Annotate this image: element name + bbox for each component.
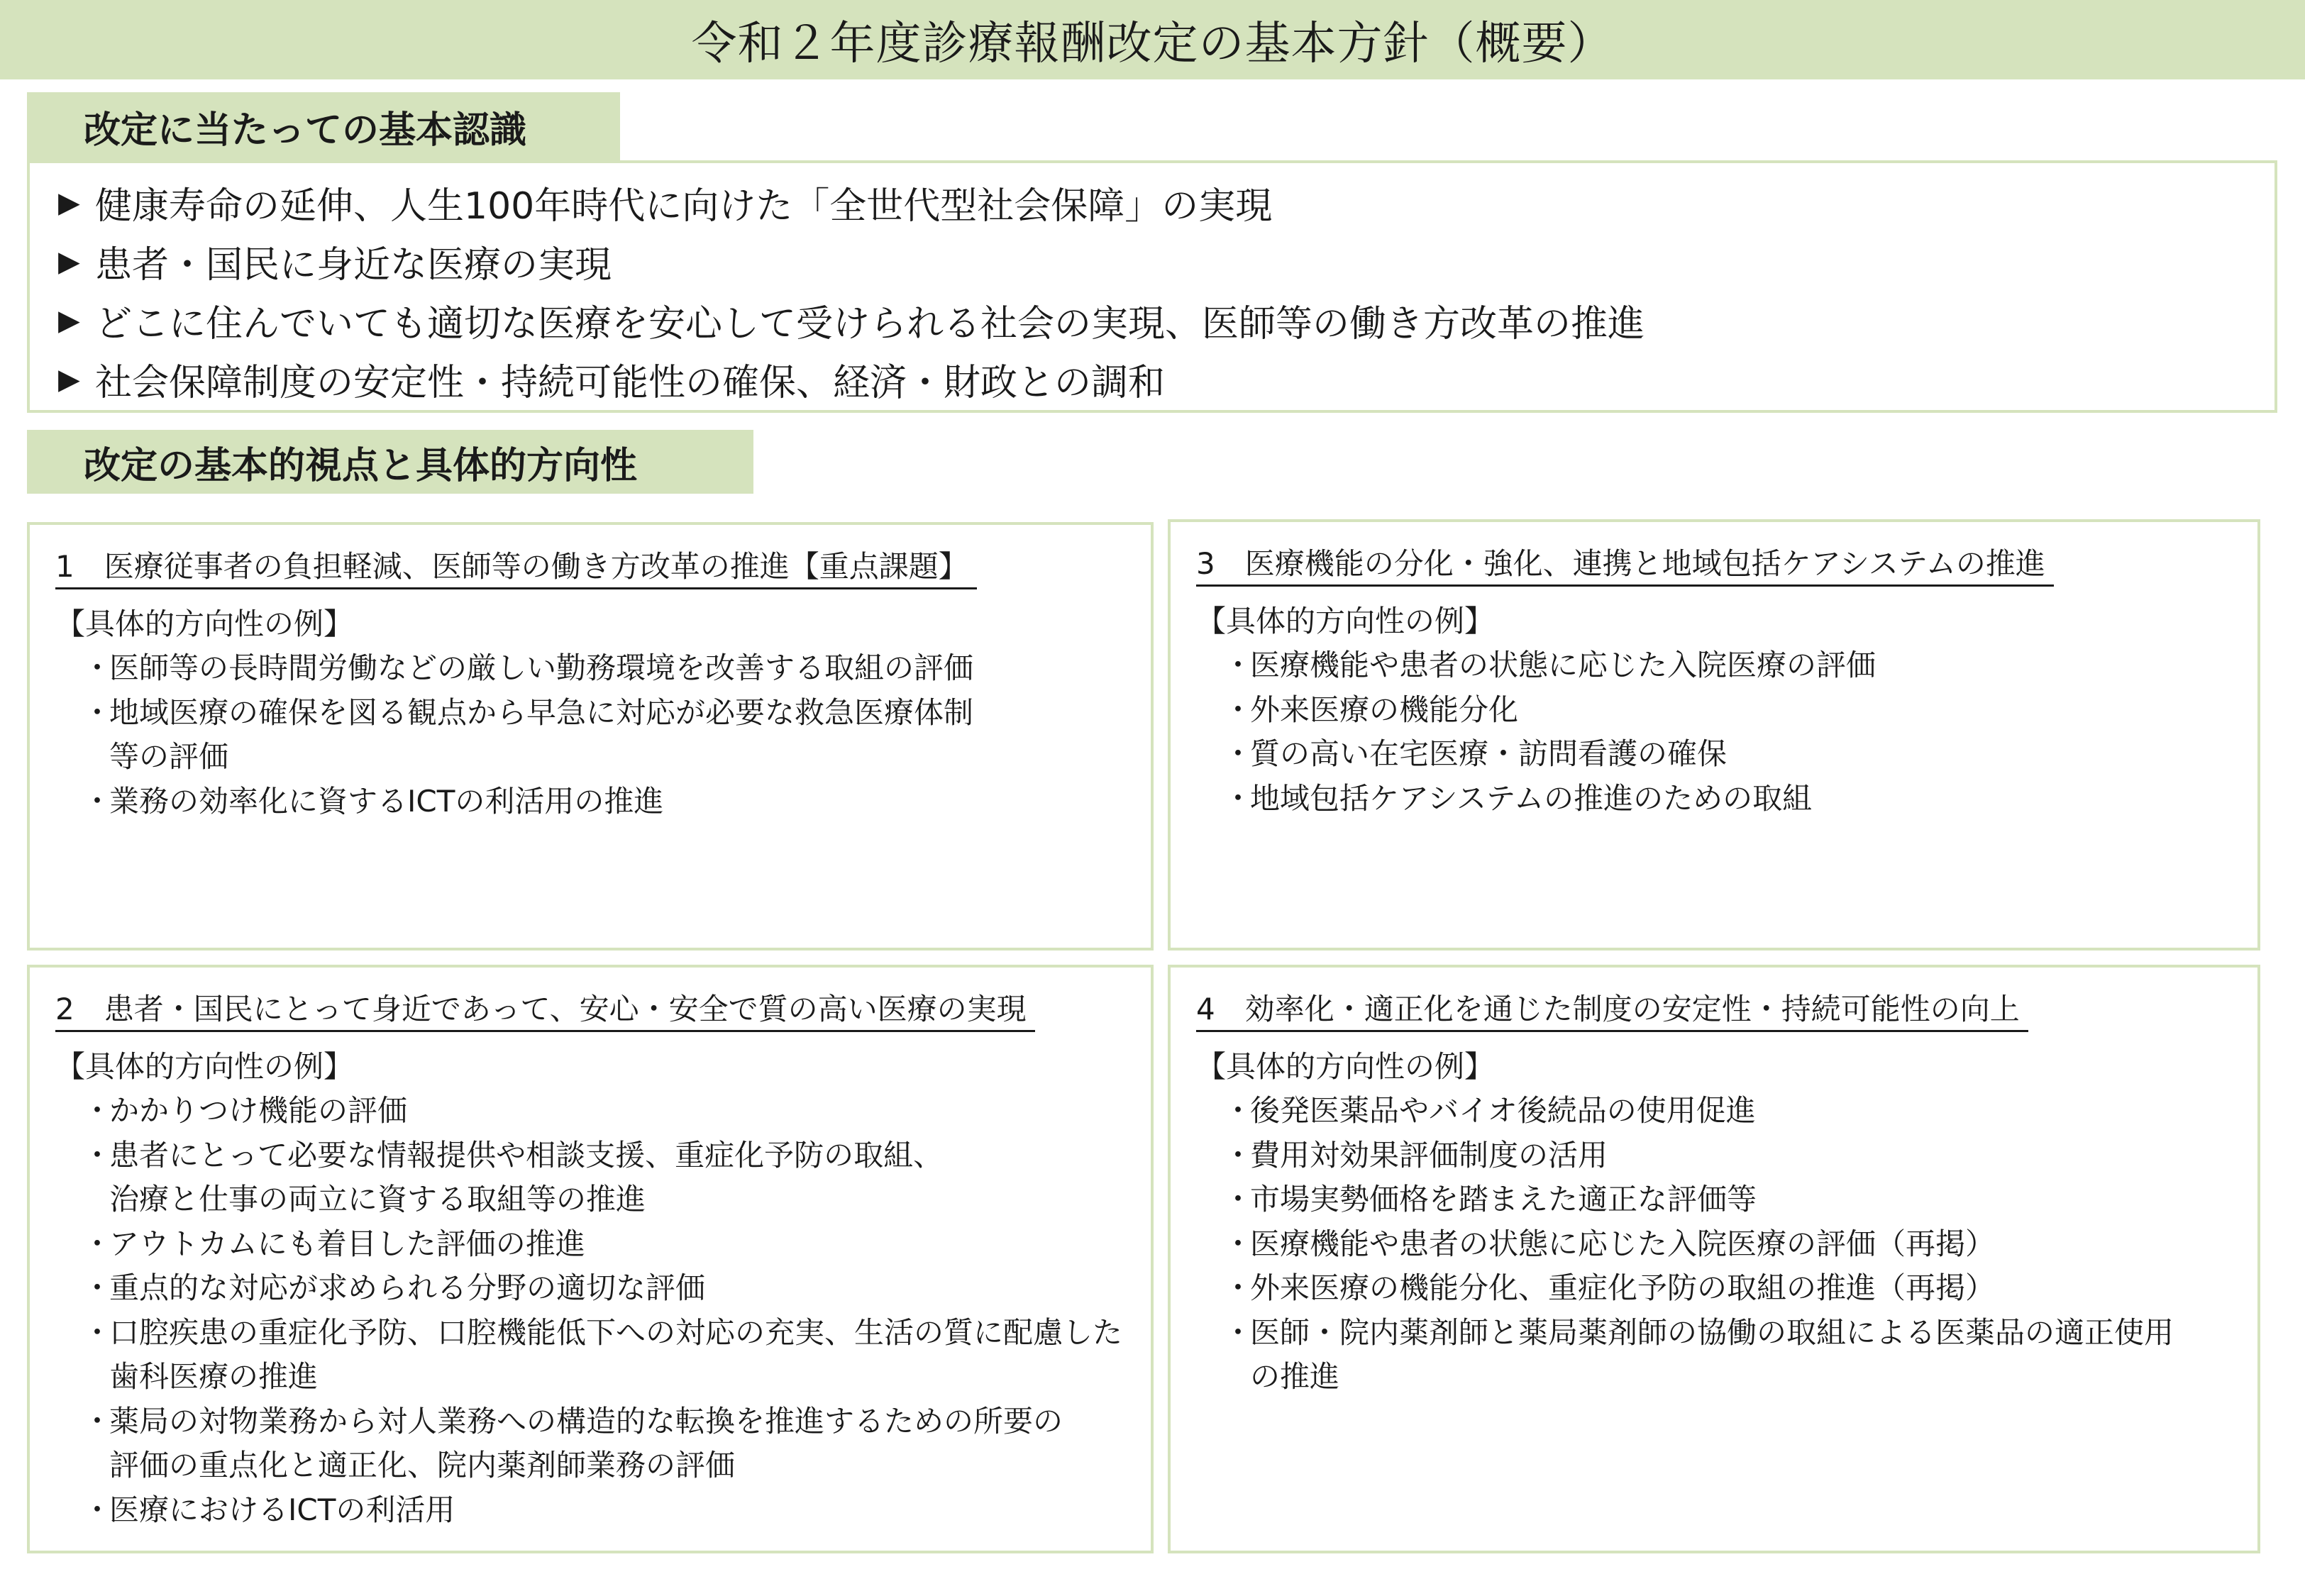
list-item: [1223, 688, 2257, 733]
list-item-text: 質の高い在宅医療・訪問看護の確保: [1250, 736, 1728, 771]
dot-bullet-icon: ・: [82, 1226, 113, 1261]
list-item: [82, 1266, 1151, 1311]
title-bar: [0, 0, 2305, 79]
card-title: 4 効率化・適正化を通じた制度の安定性・持続可能性の向上: [1196, 989, 2028, 1032]
direction-list: [55, 1089, 1151, 1532]
card-title: 3 医療機能の分化・強化、連携と地域包括ケアシステムの推進: [1196, 543, 2054, 587]
list-item-text: 口腔疾患の重症化予防、口腔機能低下への対応の充実、生活の質に配慮した 歯科医療の推進: [109, 1314, 1123, 1394]
dot-bullet-icon: ・: [82, 1492, 113, 1527]
list-item: [82, 1134, 1151, 1222]
list-item: [82, 1311, 1151, 1400]
basic-recognition-item: [58, 232, 2274, 291]
list-item: [1223, 732, 2257, 777]
list-item-text: 医療機能や患者の状態に応じた入院医療の評価（再掲）: [1250, 1226, 1996, 1261]
list-item-text: 医療におけるICTの利活用: [109, 1492, 455, 1527]
list-item-text: 医師・院内薬剤師と薬局薬剤師の協働の取組による医薬品の適正使用 の推進: [1250, 1314, 2174, 1394]
list-item-text: かかりつけ機能の評価: [109, 1093, 408, 1128]
list-item-text: 地域医療の確保を図る観点から早急に対応が必要な救急医療体制 等の評価: [109, 694, 974, 774]
list-item-text: 医師等の長時間労働などの厳しい勤務環境を改善する取組の評価: [109, 650, 974, 685]
card-subtitle: 【具体的方向性の例】: [1196, 604, 1495, 638]
perspective-card-2: [27, 965, 1154, 1553]
page-title: 令和２年度診療報酬改定の基本方針（概要）: [691, 18, 1614, 70]
basic-recognition-text: 患者・国民に身近な医療の実現: [95, 244, 612, 287]
list-item: [82, 691, 1151, 780]
list-item-text: 患者にとって必要な情報提供や相談支援、重症化予防の取組、 治療と仕事の両立に資する取組等の推進: [109, 1137, 944, 1217]
direction-list: [1196, 643, 2257, 821]
dot-bullet-icon: ・: [1223, 692, 1254, 727]
basic-recognition-label: 改定に当たっての基本認識: [27, 92, 620, 160]
dot-bullet-icon: ・: [1223, 1182, 1254, 1217]
card-subtitle: 【具体的方向性の例】: [55, 606, 354, 641]
dot-bullet-icon: ・: [82, 1314, 113, 1350]
dot-bullet-icon: ・: [1223, 1226, 1254, 1261]
list-item-text: 費用対効果評価制度の活用: [1250, 1137, 1608, 1173]
list-item: [1223, 1222, 2257, 1267]
basic-recognition-text: 社会保障制度の安定性・持続可能性の確保、経済・財政との調和: [95, 362, 1166, 404]
list-item: [82, 780, 1151, 824]
card-title: 2 患者・国民にとって身近であって、安心・安全で質の高い医療の実現: [55, 989, 1035, 1032]
card-title: 1 医療従事者の負担軽減、医師等の働き方改革の推進【重点課題】: [55, 546, 977, 589]
dot-bullet-icon: ・: [82, 1137, 113, 1173]
basic-recognition-item: [58, 291, 2274, 350]
list-item: [82, 646, 1151, 691]
dot-bullet-icon: ・: [1223, 1137, 1254, 1173]
dot-bullet-icon: ・: [82, 694, 113, 730]
triangle-bullet-icon: ▶: [58, 362, 80, 396]
list-item: [1223, 1089, 2257, 1134]
basic-recognition-text: 健康寿命の延伸、人生100年時代に向けた「全世代型社会保障」の実現: [95, 185, 1273, 228]
list-item-text: 外来医療の機能分化: [1250, 692, 1519, 727]
list-item: [1223, 777, 2257, 821]
list-item-text: 地域包括ケアシステムの推進のための取組: [1250, 780, 1813, 816]
list-item: [1223, 1311, 2257, 1400]
triangle-bullet-icon: ▶: [58, 186, 80, 219]
perspective-card-1: [27, 522, 1154, 951]
list-item: [1223, 1266, 2257, 1311]
list-item-text: アウトカムにも着目した評価の推進: [109, 1226, 585, 1261]
card-subtitle: 【具体的方向性の例】: [1196, 1049, 1495, 1084]
list-item-text: 重点的な対応が求められる分野の適切な評価: [109, 1270, 706, 1305]
dot-bullet-icon: ・: [82, 1270, 113, 1305]
triangle-bullet-icon: ▶: [58, 304, 80, 337]
basic-recognition-item: [58, 350, 2274, 409]
basic-recognition-item: [58, 173, 2274, 232]
list-item-text: 市場実勢価格を踏まえた適正な評価等: [1250, 1182, 1757, 1217]
list-item-text: 医療機能や患者の状態に応じた入院医療の評価: [1250, 648, 1876, 682]
dot-bullet-icon: ・: [1223, 736, 1254, 771]
dot-bullet-icon: ・: [1223, 1314, 1254, 1350]
dot-bullet-icon: ・: [82, 1093, 113, 1128]
basic-recognition-text: どこに住んでいても適切な医療を安心して受けられる社会の実現、医師等の働き方改革の推進: [95, 303, 1645, 345]
direction-list: [55, 646, 1151, 824]
list-item: [82, 1488, 1151, 1533]
list-item-text: 外来医療の機能分化、重症化予防の取組の推進（再掲）: [1250, 1270, 1996, 1305]
list-item: [1223, 643, 2257, 688]
list-item-text: 薬局の対物業務から対人業務への構造的な転換を推進するための所要の 評価の重点化と適正化、院内薬剤師業務の評価: [109, 1403, 1063, 1483]
dot-bullet-icon: ・: [1223, 1270, 1254, 1305]
dot-bullet-icon: ・: [1223, 648, 1254, 682]
list-item-text: 業務の効率化に資するICTの利活用の推進: [109, 783, 664, 819]
list-item: [82, 1400, 1151, 1488]
dot-bullet-icon: ・: [1223, 1093, 1254, 1128]
triangle-bullet-icon: ▶: [58, 245, 80, 278]
perspective-card-3: [1168, 519, 2260, 951]
list-item: [82, 1222, 1151, 1267]
list-item: [1223, 1134, 2257, 1178]
perspective-card-4: [1168, 965, 2260, 1553]
card-subtitle: 【具体的方向性の例】: [55, 1049, 354, 1084]
perspectives-label: 改定の基本的視点と具体的方向性: [27, 430, 753, 494]
list-item: [82, 1089, 1151, 1134]
dot-bullet-icon: ・: [82, 783, 113, 819]
dot-bullet-icon: ・: [82, 650, 113, 685]
dot-bullet-icon: ・: [1223, 780, 1254, 816]
dot-bullet-icon: ・: [82, 1403, 113, 1439]
list-item: [1223, 1177, 2257, 1222]
basic-recognition-box: [27, 160, 2277, 413]
direction-list: [1196, 1089, 2257, 1400]
list-item-text: 後発医薬品やバイオ後続品の使用促進: [1250, 1093, 1756, 1128]
